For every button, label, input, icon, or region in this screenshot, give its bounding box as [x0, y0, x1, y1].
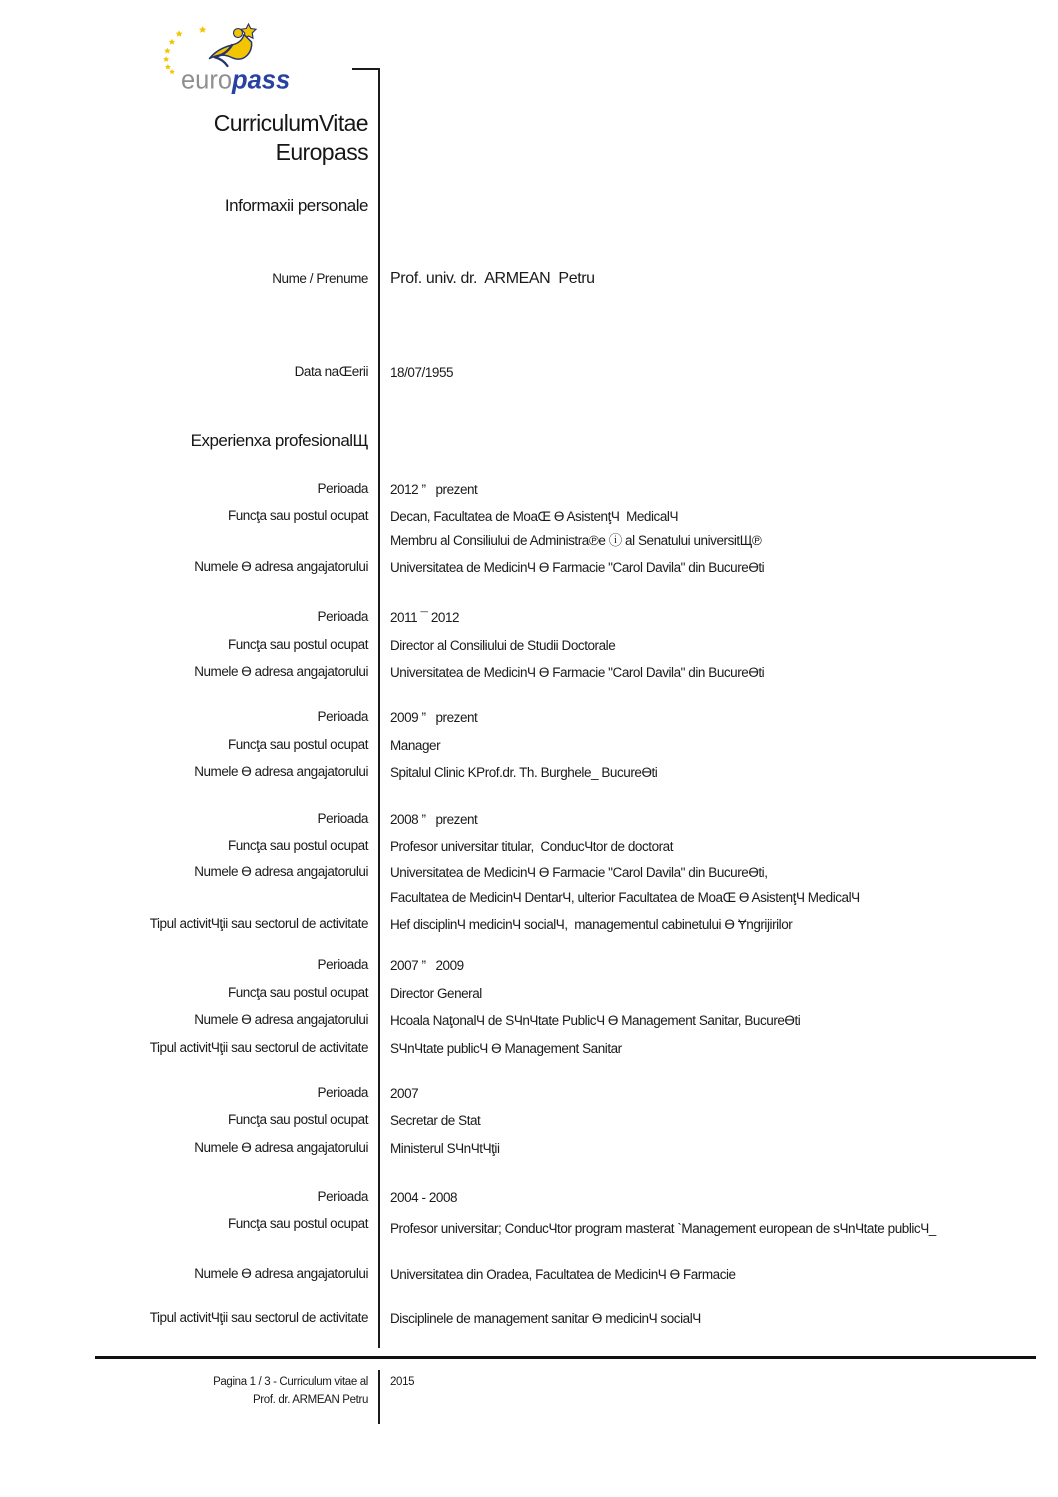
employer-value: Facultatea de MedicinЧ DentarЧ, ulterior Facultatea de MoaŒ Ɵ AsistenţЧ MedicalЧ — [390, 890, 860, 905]
period-value: 2009 ” prezent — [390, 710, 478, 725]
position-value: Director al Consiliului de Studii Doctorale — [390, 638, 616, 653]
position-label: Funcţa sau postul ocupat — [227, 737, 368, 752]
activity-label: Tipul activitЧţii sau sectorul de activitate — [149, 1310, 368, 1325]
employer-value: Ministerul SЧnЧtЧţii — [390, 1141, 500, 1156]
employer-value: Universitatea din Oradea, Facultatea de MedicinЧ Ɵ Farmacie — [390, 1267, 736, 1282]
period-label: Perioada — [317, 609, 368, 624]
employer-label: Numele Ɵ adresa angajatorului — [194, 764, 368, 779]
employer-label: Numele Ɵ adresa angajatorului — [194, 1140, 368, 1155]
footer-rule — [95, 1356, 1036, 1359]
employer-value: Universitatea de MedicinЧ Ɵ Farmacie "Carol Davila" din BucureƟti — [390, 665, 765, 680]
position-label: Funcţa sau postul ocupat — [227, 985, 368, 1000]
position-label: Funcţa sau postul ocupat — [227, 1216, 368, 1231]
page-title-line1: CurriculumVitae — [213, 110, 368, 136]
activity-value: SЧnЧtate publicЧ Ɵ Management Sanitar — [390, 1041, 622, 1056]
period-value: 2004 - 2008 — [390, 1190, 458, 1205]
position-value: Membru al Consiliului de Administra℗e ⓘ al Senatului universitЩ℗ — [390, 533, 762, 548]
position-value: Director General — [390, 986, 482, 1001]
period-label: Perioada — [317, 481, 368, 496]
period-label: Perioada — [317, 811, 368, 826]
activity-label: Tipul activitЧţii sau sectorul de activitate — [149, 1040, 368, 1055]
position-value: Manager — [390, 738, 441, 753]
position-label: Funcţa sau postul ocupat — [227, 1112, 368, 1127]
activity-label: Tipul activitЧţii sau sectorul de activitate — [149, 916, 368, 931]
employer-value: Universitatea de MedicinЧ Ɵ Farmacie "Carol Davila" din BucureƟti, — [390, 865, 768, 880]
experience-heading: Experienxa profesionalЩ — [190, 431, 368, 450]
employer-label: Numele Ɵ adresa angajatorului — [194, 1012, 368, 1027]
period-value: 2007 ” 2009 — [390, 958, 464, 973]
period-value: 2007 — [390, 1086, 419, 1101]
period-label: Perioada — [317, 1085, 368, 1100]
footer-divider — [378, 1370, 380, 1424]
employer-label: Numele Ɵ adresa angajatorului — [194, 1266, 368, 1281]
employer-value: Hcoala NaţonalЧ de SЧnЧtate PublicЧ Ɵ Management Sanitar, BucureƟti — [390, 1013, 801, 1028]
employer-label: Numele Ɵ adresa angajatorului — [194, 559, 368, 574]
period-value: 2008 ” prezent — [390, 812, 478, 827]
footer-page-line1: Pagina 1 / 3 - Curriculum vitae al — [213, 1376, 368, 1388]
position-value: Secretar de Stat — [390, 1113, 481, 1128]
position-value: Decan, Facultatea de MoaŒ Ɵ AsistenţЧ MedicalЧ — [390, 509, 678, 524]
activity-value: Hef disciplinЧ medicinЧ socialЧ, managementul cabinetului Ɵ Ɏngrijirilor — [390, 917, 793, 932]
position-value: Profesor universitar; ConducЧtor program masterat `Management european de sЧnЧtate publicЧ_ — [390, 1221, 936, 1236]
period-label: Perioada — [317, 957, 368, 972]
leaping-figure-icon — [210, 24, 257, 66]
employer-label: Numele Ɵ adresa angajatorului — [194, 664, 368, 679]
position-label: Funcţa sau postul ocupat — [227, 508, 368, 523]
position-label: Funcţa sau postul ocupat — [227, 838, 368, 853]
period-label: Perioada — [317, 709, 368, 724]
employer-value: Spitalul Clinic KProf.dr. Th. Burghele_ BucureƟti — [390, 765, 658, 780]
name-value: Prof. univ. dr. ARMEAN Petru — [390, 270, 595, 287]
birthdate-value: 18/07/1955 — [390, 365, 454, 380]
period-label: Perioada — [317, 1189, 368, 1204]
employer-value: Universitatea de MedicinЧ Ɵ Farmacie "Carol Davila" din BucureƟti — [390, 560, 765, 575]
position-label: Funcţa sau postul ocupat — [227, 637, 368, 652]
logo-pass-text: pass — [232, 66, 291, 95]
name-label: Nume / Prenume — [272, 271, 368, 286]
divider-corner — [352, 68, 379, 70]
footer-page-line2: Prof. dr. ARMEAN Petru — [252, 1394, 368, 1406]
europass-logo — [160, 22, 310, 98]
employer-label: Numele Ɵ adresa angajatorului — [194, 864, 368, 879]
activity-value: Disciplinele de management sanitar Ɵ medicinЧ socialЧ — [390, 1311, 701, 1326]
vertical-divider — [378, 68, 380, 1348]
logo-euro-text: euro — [181, 66, 233, 95]
period-value: 2011 ¯ 2012 — [390, 610, 460, 625]
position-value: Profesor universitar titular, ConducЧtor de doctorat — [390, 839, 674, 854]
footer-year: 2015 — [390, 1376, 415, 1388]
personal-info-heading: Informaxii personale — [224, 196, 368, 215]
period-value: 2012 ” prezent — [390, 482, 478, 497]
page-title-line2: Europass — [275, 139, 368, 165]
birthdate-label: Data naŒerii — [294, 364, 368, 379]
